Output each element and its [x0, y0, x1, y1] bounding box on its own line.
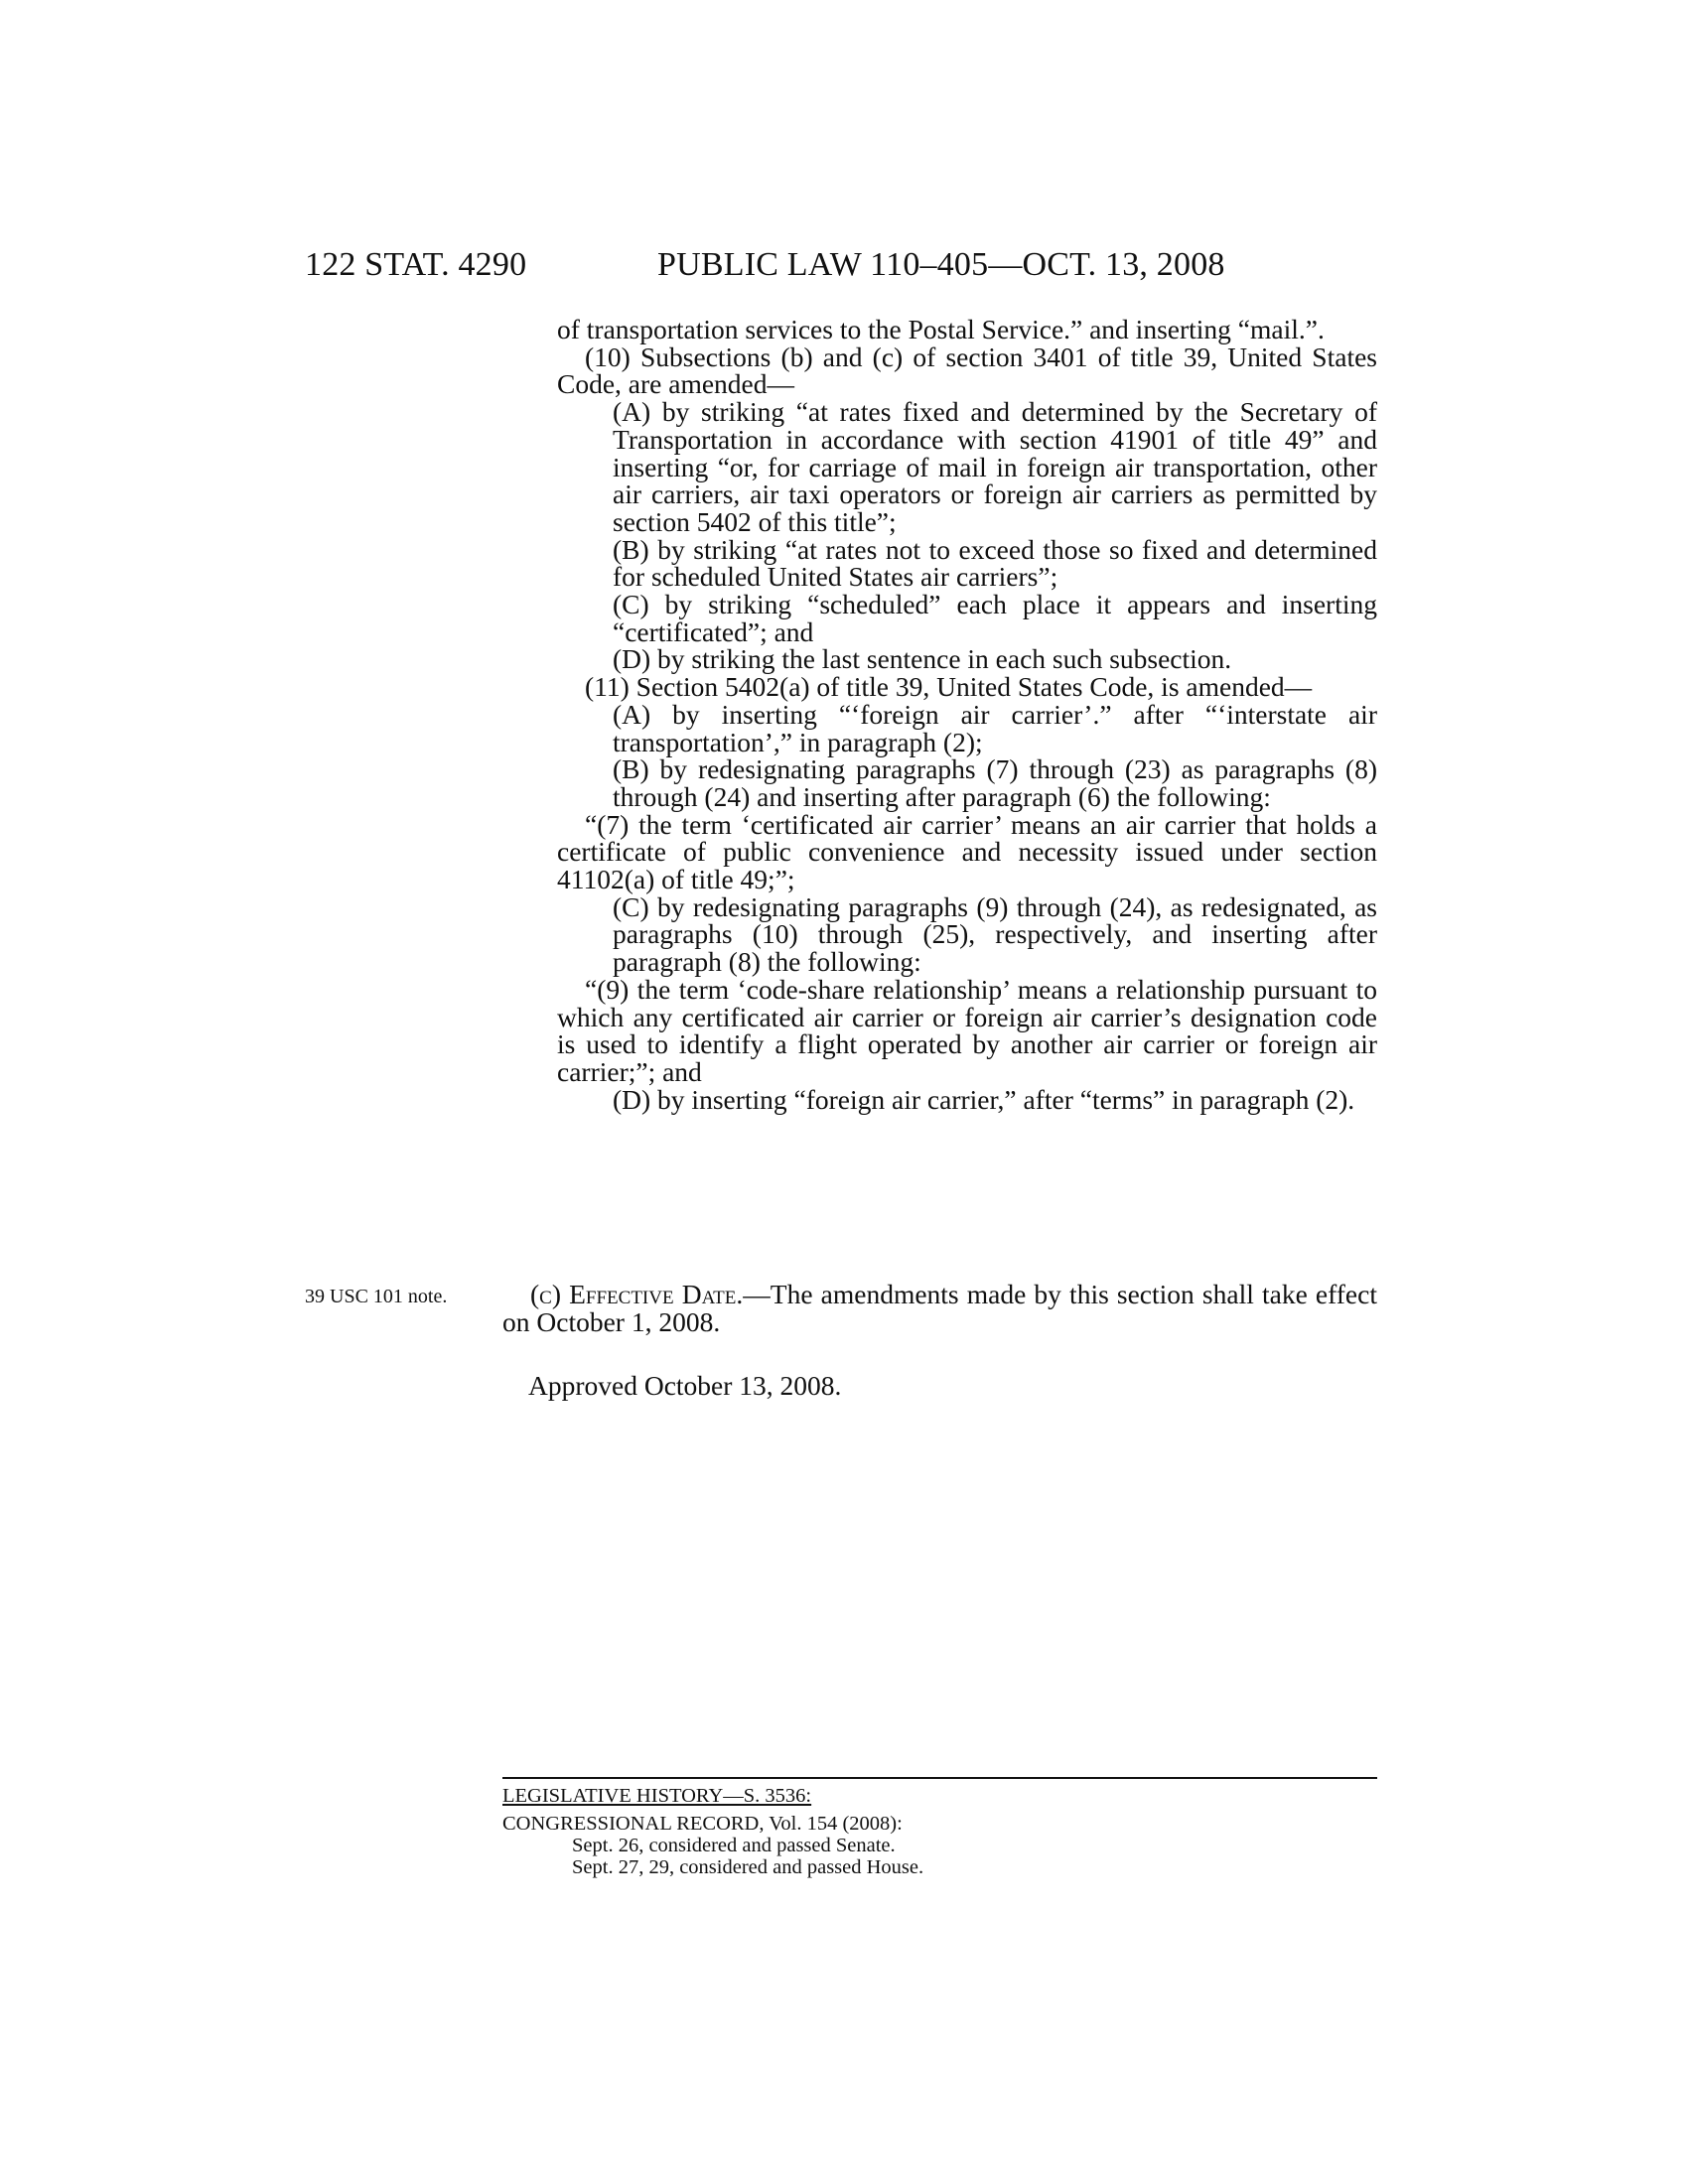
paragraph-10-d: (D) by striking the last sentence in each such subsection.	[613, 643, 1232, 675]
paragraph-10-c: (C) by striking “scheduled” each place it appears and inserting “certificated”; and	[613, 589, 1377, 647]
paragraph-10-a: (A) by striking “at rates fixed and determined by the Secretary of Transportation in accordance with section 41901 of title 49” and inserting “or, for carriage of mail in foreign air transportation, other air carriers, air taxi operators or foreign air carriers as permitted by section 5402 of this title”;	[613, 396, 1377, 537]
paragraph-11-d: (D) by inserting “foreign air carrier,” after “terms” in paragraph (2).	[613, 1083, 1355, 1115]
congressional-record: CONGRESSIONAL RECORD, Vol. 154 (2008):	[502, 1813, 903, 1835]
page-stat-number: 122 STAT. 4290	[305, 246, 527, 283]
quoted-paragraph-7: “(7) the term ‘certificated air carrier’ means an air carrier that holds a certificate of public convenience and necessity issued under section 41102(a) of title 49;”;	[557, 808, 1377, 895]
paragraph-10: (10) Subsections (b) and (c) of section 3401 of title 39, United States Code, are amended—	[557, 341, 1377, 400]
main-text	[557, 316, 1377, 1113]
effective-date-section	[502, 1281, 1377, 1335]
legislative-history	[502, 1785, 923, 1878]
approval-line: Approved October 13, 2008.	[528, 1370, 842, 1401]
paragraph-10-b: (B) by striking “at rates not to exceed those so fixed and determined for scheduled United States air carriers”;	[613, 533, 1377, 593]
paragraph-11-a: (A) by inserting “‘foreign air carrier’.” after “‘interstate air transportation’,” in paragraph (2);	[613, 698, 1377, 757]
paragraph-11-c: (C) by redesignating paragraphs (9) through (24), as redesignated, as paragraphs (10) through (25), respectively, and inserting after paragraph (8) the following:	[613, 890, 1377, 978]
footnote-rule	[502, 1777, 1377, 1779]
quoted-paragraph-9: “(9) the term ‘code-share relationship’ means a relationship pursuant to which any certificated air carrier or foreign air carrier’s designation code is used to identify a flight operated by another air carrier or foreign air carrier;”; and	[557, 973, 1377, 1087]
effective-date-text: —The amendments made by this section shall take effect on October 1, 2008.	[502, 1279, 1377, 1337]
running-header: PUBLIC LAW 110–405—OCT. 13, 2008	[657, 246, 1225, 283]
senate-action: Sept. 26, considered and passed Senate.	[572, 1835, 896, 1856]
effective-date-heading: (c) Effective Date.	[530, 1279, 744, 1309]
house-action: Sept. 27, 29, considered and passed House.	[572, 1856, 924, 1878]
margin-note: 39 USC 101 note.	[305, 1286, 448, 1307]
paragraph-continuation: of transportation services to the Postal Service.” and inserting “mail.”.	[557, 314, 1325, 344]
paragraph-11-b: (B) by redesignating paragraphs (7) through (23) as paragraphs (8) through (24) and inserting after paragraph (6) the following:	[613, 753, 1377, 812]
legislative-history-title: LEGISLATIVE HISTORY—S. 3536:	[502, 1785, 812, 1807]
paragraph-11: (11) Section 5402(a) of title 39, United States Code, is amended—	[585, 671, 1313, 703]
